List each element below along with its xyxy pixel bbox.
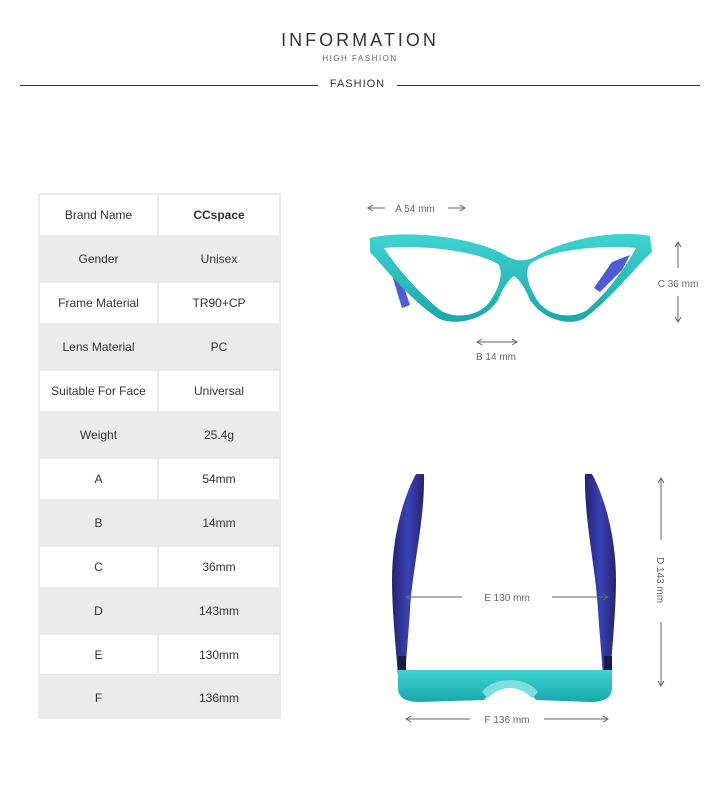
- spec-label: Gender: [78, 252, 119, 266]
- spec-value: Universal: [159, 371, 279, 411]
- spec-label: A: [40, 459, 157, 499]
- dimension-b: [476, 339, 517, 363]
- hinge-right: [604, 656, 612, 670]
- spec-value: Unisex: [200, 252, 238, 266]
- spec-label: C: [40, 547, 157, 587]
- spec-label: Frame Material: [40, 283, 157, 323]
- glasses-front-view: [370, 234, 652, 322]
- page-subtitle: HIGH FASHION: [322, 54, 398, 63]
- dimension-a-label: A 54 mm: [395, 204, 435, 215]
- spec-label: F: [94, 690, 103, 705]
- dimension-f-label: F 136 mm: [484, 715, 530, 726]
- dimension-d-label: D 143 mm: [654, 556, 665, 604]
- spec-value: CCspace: [159, 195, 279, 235]
- spec-label: Lens Material: [62, 340, 135, 354]
- dimension-e: [406, 593, 608, 604]
- right-temple-top: [585, 474, 616, 676]
- spec-value: PC: [210, 340, 228, 354]
- dimension-b-label: B 14 mm: [475, 352, 517, 363]
- left-temple-top: [392, 474, 424, 676]
- dimension-c-label: C 36 mm: [657, 279, 699, 290]
- spec-label: Weight: [79, 428, 118, 442]
- spec-label: D: [94, 604, 103, 618]
- spec-value: 143mm: [198, 604, 239, 618]
- dimension-d: [654, 478, 665, 686]
- section-label: FASHION: [329, 78, 386, 90]
- page-title: INFORMATION: [281, 30, 439, 50]
- spec-value: 130mm: [159, 635, 279, 674]
- spec-label: E: [40, 635, 157, 674]
- spec-value: 14mm: [202, 516, 236, 530]
- dimension-f: [406, 715, 608, 726]
- dimension-c: [658, 242, 699, 322]
- spec-value: TR90+CP: [159, 283, 279, 323]
- spec-value: 54mm: [159, 459, 279, 499]
- hinge-left: [398, 656, 406, 670]
- spec-value: 136mm: [198, 690, 239, 705]
- glasses-top-view: [392, 474, 616, 702]
- spec-value: 36mm: [159, 547, 279, 587]
- spec-label: Brand Name: [40, 195, 157, 235]
- spec-label: B: [94, 516, 103, 530]
- spec-value: 25.4g: [203, 428, 235, 442]
- spec-label: Suitable For Face: [40, 371, 157, 411]
- dimension-a: [368, 204, 465, 215]
- dimension-e-label: E 130 mm: [484, 593, 530, 604]
